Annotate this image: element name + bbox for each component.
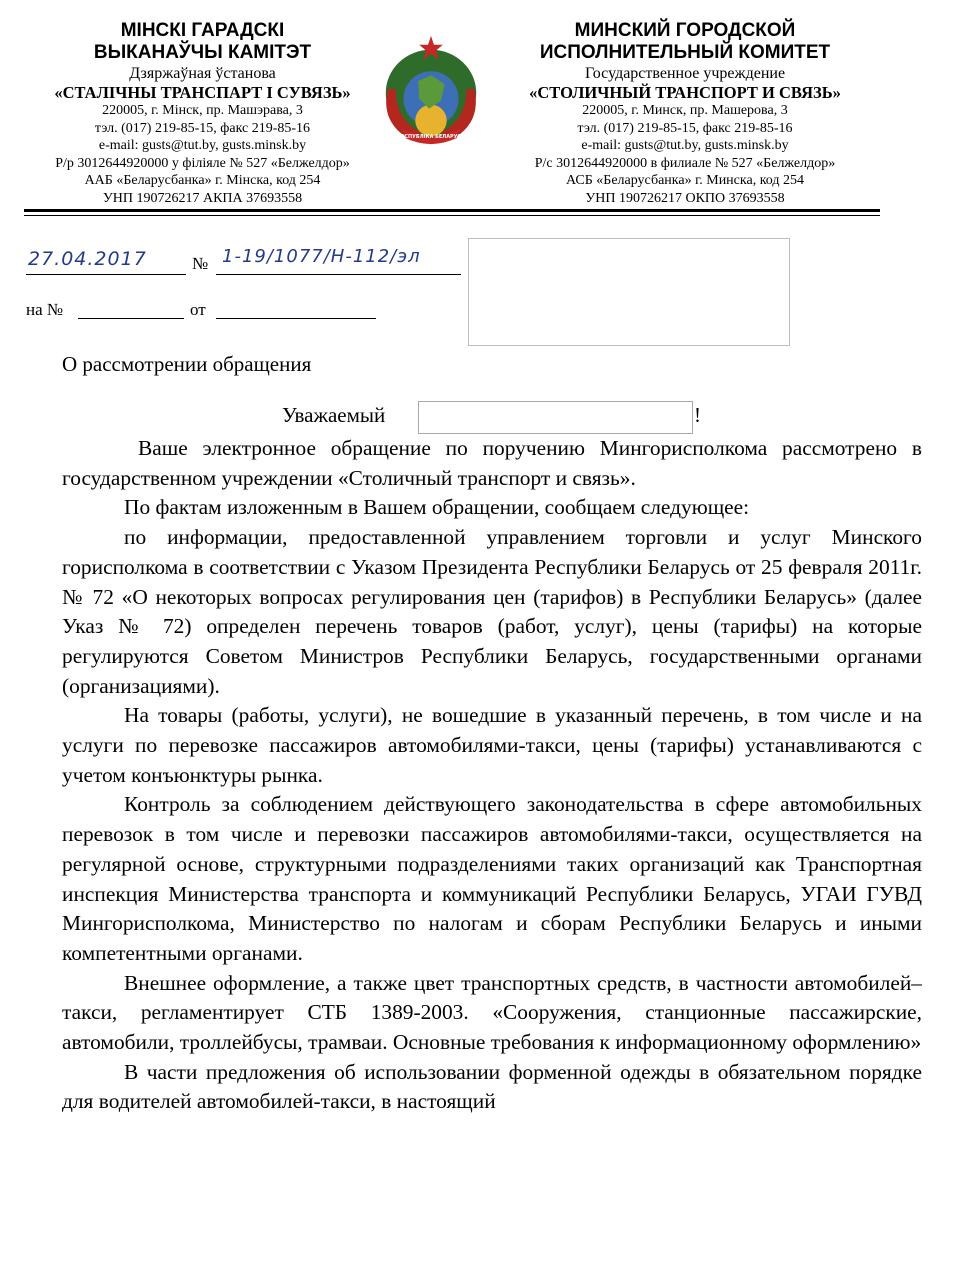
subject-line: О рассмотрении обращения [62, 352, 312, 376]
number-label: № [192, 254, 209, 273]
institution-type: Государственное учреждение [584, 65, 786, 82]
emblem-ribbon-text: РЭСПУБЛІКА БЕЛАРУСЬ [397, 134, 465, 141]
bank-account: Р/с 3012644920000 в филиале № 527 «Белжелдор» [534, 155, 836, 171]
registration-date: 27.04.2017 [28, 248, 147, 270]
number-underline [216, 274, 461, 275]
ref-date-blank [216, 318, 376, 319]
redacted-recipient-name [418, 401, 693, 434]
date-underline [26, 274, 186, 275]
redacted-addressee-box [468, 238, 790, 346]
header-left [30, 20, 375, 207]
paragraph: По фактам изложенным в Вашем обращении, сообщаем следующее: [124, 495, 750, 520]
email: e-mail: gusts@tut.by, gusts.minsk.by [98, 138, 307, 153]
paragraph: На товары (работы, услуги), не вошедшие в указанный перечень, в том числе и на услуги по перевозке пассажиров автомобилями-такси, цены (тарифы) устанавливаются с учетом конъюнктуры рынка. [62, 703, 922, 787]
ref-label: на № [26, 300, 64, 319]
phone: тэл. (017) 219-85-15, факс 219-85-16 [577, 120, 793, 136]
header-rule-thin [24, 215, 880, 216]
institution-type: Дзяржаўная ўстанова [129, 65, 276, 82]
registration-number: 1-19/1077/Н-112/эл [222, 246, 421, 267]
bank-name: АСБ «Беларусбанка» г. Минска, код 254 [566, 173, 804, 188]
registration-row [26, 242, 466, 282]
paragraph: Внешнее оформление, а также цвет транспортных средств, в частности автомобилей–такси, регламентирует СТБ 1389-2003. «Сооружения, станционные пассажирские, автомобили, троллейбусы, трамваи. Основные требования к информационному оформлению» [62, 970, 922, 1055]
paragraph: Контроль за соблюдением действующего законодательства в сфере автомобильных перевозок в том числе и перевозки пассажиров автомобилями-такси, осуществляется на регулярной основе, структурными подразделениями таких организаций как Транспортная инспекция Министерства транспорта и коммуникаций Республики Беларусь, УГАИ ГУВД Мингорисполкома, Министерство по налогам и сборам Республики Беларусь и иными компетентными органами. [62, 792, 922, 965]
org-name-line2: ВЫКАНАЎЧЫ КАМІТЭТ [93, 42, 312, 63]
tax-ids: УНП 190726217 АКПА 37693558 [102, 190, 303, 206]
greeting-prefix: Уважаемый [282, 403, 386, 427]
bank-name: ААБ «Беларусбанка» г. Мінска, код 254 [84, 173, 321, 188]
phone: тэл. (017) 219-85-15, факс 219-85-16 [94, 120, 311, 136]
bank-account: Р/р 3012644920000 у філіяле № 527 «Белжелдор» [55, 155, 350, 171]
address: 220005, г. Мінск, пр. Машэрава, 3 [102, 103, 303, 118]
ref-number-blank [78, 318, 184, 319]
ref-from-label: от [190, 300, 206, 319]
paragraph: по информации, предоставленной управлением торговли и услуг Минского горисполкома в соответствии с Указом Президента Республики Беларусь от 25 февраля 2011г. № 72 «О некоторых вопросах регулирования цен (тарифов) в Республики Беларусь» (далее Указ № 72) определен перечень товаров (работ, услуг), цены (тарифы) на которые регулируются Советом Министров Республики Беларусь, государственными органами (организациями). [62, 525, 922, 698]
institution-name: «СТОЛИЧНЫЙ ТРАНСПОРТ И СВЯЗЬ» [529, 83, 841, 102]
paragraph: Ваше электронное обращение по поручению Мингорисполкома рассмотрено в государственном учреждении «Столичный транспорт и связь». [62, 436, 922, 490]
tax-ids: УНП 190726217 ОКПО 37693558 [585, 190, 785, 206]
paragraph: В части предложения об использовании форменной одежды в обязательном порядке для водителей автомобилей-такси, в настоящий [62, 1059, 922, 1114]
org-name-line1: МИНСКИЙ ГОРОДСКОЙ [574, 20, 796, 41]
letter-body [62, 434, 922, 1117]
email: e-mail: gusts@tut.by, gusts.minsk.by [581, 138, 789, 153]
header-right [505, 20, 865, 207]
greeting-suffix: ! [694, 403, 701, 427]
institution-name: «СТАЛІЧНЫ ТРАНСПАРТ І СУВЯЗЬ» [54, 83, 351, 102]
header-rule-thick [24, 209, 880, 212]
state-emblem-icon [372, 30, 490, 148]
address: 220005, г. Минск, пр. Машерова, 3 [582, 103, 788, 118]
org-name-line1: МІНСКІ ГАРАДСКІ [120, 20, 285, 41]
org-name-line2: ИСПОЛНИТЕЛЬНЫЙ КОМИТЕТ [539, 42, 831, 63]
